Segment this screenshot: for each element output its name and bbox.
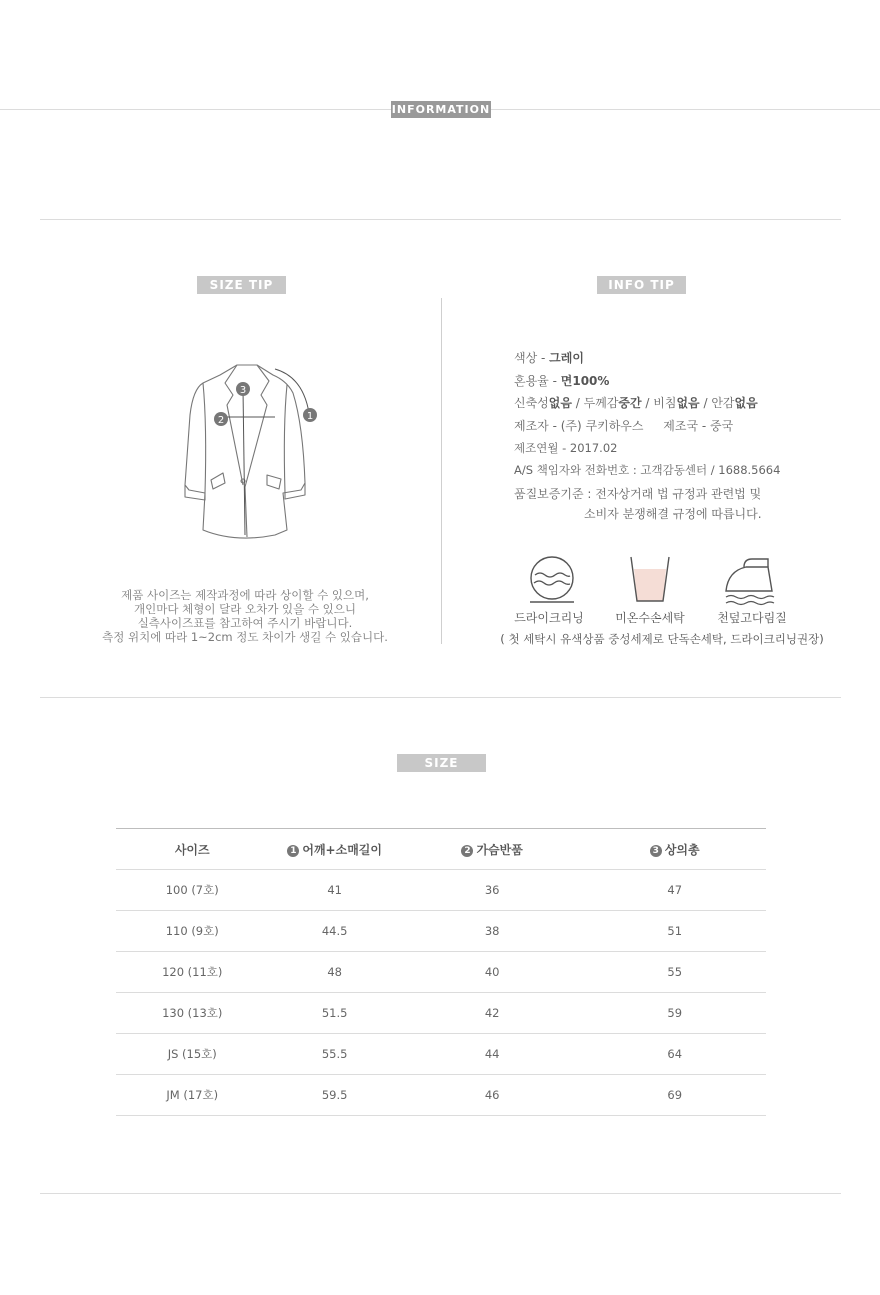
care-label-hand-wash: 미온수손세탁 <box>615 611 685 625</box>
table-cell: 130 (13호) <box>116 993 268 1034</box>
table-row <box>116 911 766 952</box>
jacket-pocket-left <box>211 473 225 489</box>
length-measure-line <box>243 389 245 535</box>
color-line: 색상 - 그레이 <box>514 351 584 365</box>
table-cell: 59.5 <box>268 1075 400 1116</box>
jacket-sleeve-right <box>284 385 287 493</box>
care-label-iron: 천덮고다림질 <box>717 611 787 625</box>
table-cell: JM (17호) <box>116 1075 268 1116</box>
table-cell: 55 <box>583 952 766 993</box>
table-cell: 110 (9호) <box>116 911 268 952</box>
jacket-lapel-right <box>245 365 269 487</box>
table-cell: 48 <box>268 952 400 993</box>
properties-line: 신축성없음 / 두께감중간 / 비침없음 / 안감없음 <box>514 396 758 410</box>
care-note: ( 첫 세탁시 유색상품 중성세제로 단독손세탁, 드라이크리닝권장) <box>500 632 824 646</box>
table-cell: 42 <box>401 993 584 1034</box>
table-cell: 51 <box>583 911 766 952</box>
hand-wash-icon <box>628 555 672 605</box>
table-cell: 55.5 <box>268 1034 400 1075</box>
table-cell: 36 <box>401 870 584 911</box>
table-cell: 51.5 <box>268 993 400 1034</box>
table-row <box>116 993 766 1034</box>
marker-1-text: 1 <box>306 411 314 422</box>
information-label: INFORMATION <box>391 103 491 116</box>
table-cell: 59 <box>583 993 766 1034</box>
table-row <box>116 1075 766 1116</box>
header-chest: 2 가슴반품 <box>401 829 584 870</box>
size-tip-note: 측정 위치에 따라 1~2cm 정도 차이가 생길 수 있습니다. <box>102 630 388 644</box>
table-cell: 100 (7호) <box>116 870 268 911</box>
quality-line-2: 소비자 분쟁해결 규정에 따릅니다. <box>584 507 762 521</box>
maker-line: 제조자 - (주) 쿠키하우스 제조국 - 중국 <box>514 419 734 433</box>
dry-clean-icon <box>527 555 577 605</box>
size-tip-label: SIZE TIP <box>197 276 286 294</box>
jacket-diagram <box>175 355 325 545</box>
table-cell: 38 <box>401 911 584 952</box>
header-size: 사이즈 <box>116 829 268 870</box>
table-cell: 46 <box>401 1075 584 1116</box>
table-cell: JS (15호) <box>116 1034 268 1075</box>
table-row <box>116 870 766 911</box>
as-line: A/S 책임자와 전화번호 : 고객감동센터 / 1688.5664 <box>514 463 781 477</box>
marker-3-text: 3 <box>239 385 247 396</box>
bottom-divider <box>40 1193 841 1194</box>
table-cell: 41 <box>268 870 400 911</box>
section-divider-2 <box>40 697 841 698</box>
care-label-dry-clean: 드라이크리닝 <box>514 611 584 625</box>
size-tip-notes <box>60 588 430 644</box>
table-row <box>116 1034 766 1075</box>
section-divider-1 <box>40 219 841 220</box>
size-tip-note: 개인마다 체형이 달라 오차가 있을 수 있으니 <box>134 602 356 616</box>
table-cell: 44 <box>401 1034 584 1075</box>
table-cell: 69 <box>583 1075 766 1116</box>
quality-line-1: 품질보증기준 : 전자상거래 법 규정과 관련법 및 <box>514 487 762 501</box>
size-label: SIZE <box>397 754 486 772</box>
iron-with-cloth-icon <box>722 555 778 607</box>
header-length: 3 상의총 <box>583 829 766 870</box>
size-table <box>116 828 766 1116</box>
size-tip-note: 실측사이즈표를 참고하여 주시기 바랍니다. <box>137 616 353 630</box>
jacket-pocket-right <box>267 475 281 489</box>
size-tip-note: 제품 사이즈는 제작과정에 따라 상이할 수 있으며, <box>121 588 369 602</box>
material-line: 혼용율 - 면100% <box>514 374 610 388</box>
table-cell: 64 <box>583 1034 766 1075</box>
table-row <box>116 952 766 993</box>
size-table-header <box>116 829 766 870</box>
table-cell: 47 <box>583 870 766 911</box>
vertical-divider <box>441 298 442 644</box>
marker-2-text: 2 <box>217 415 225 426</box>
info-tip-label: INFO TIP <box>597 276 686 294</box>
table-cell: 40 <box>401 952 584 993</box>
table-cell: 120 (11호) <box>116 952 268 993</box>
header-shoulder-sleeve: 1 어깨+소매길이 <box>268 829 400 870</box>
date-line: 제조연월 - 2017.02 <box>514 441 618 455</box>
jacket-sleeve-left <box>203 383 206 493</box>
table-cell: 44.5 <box>268 911 400 952</box>
